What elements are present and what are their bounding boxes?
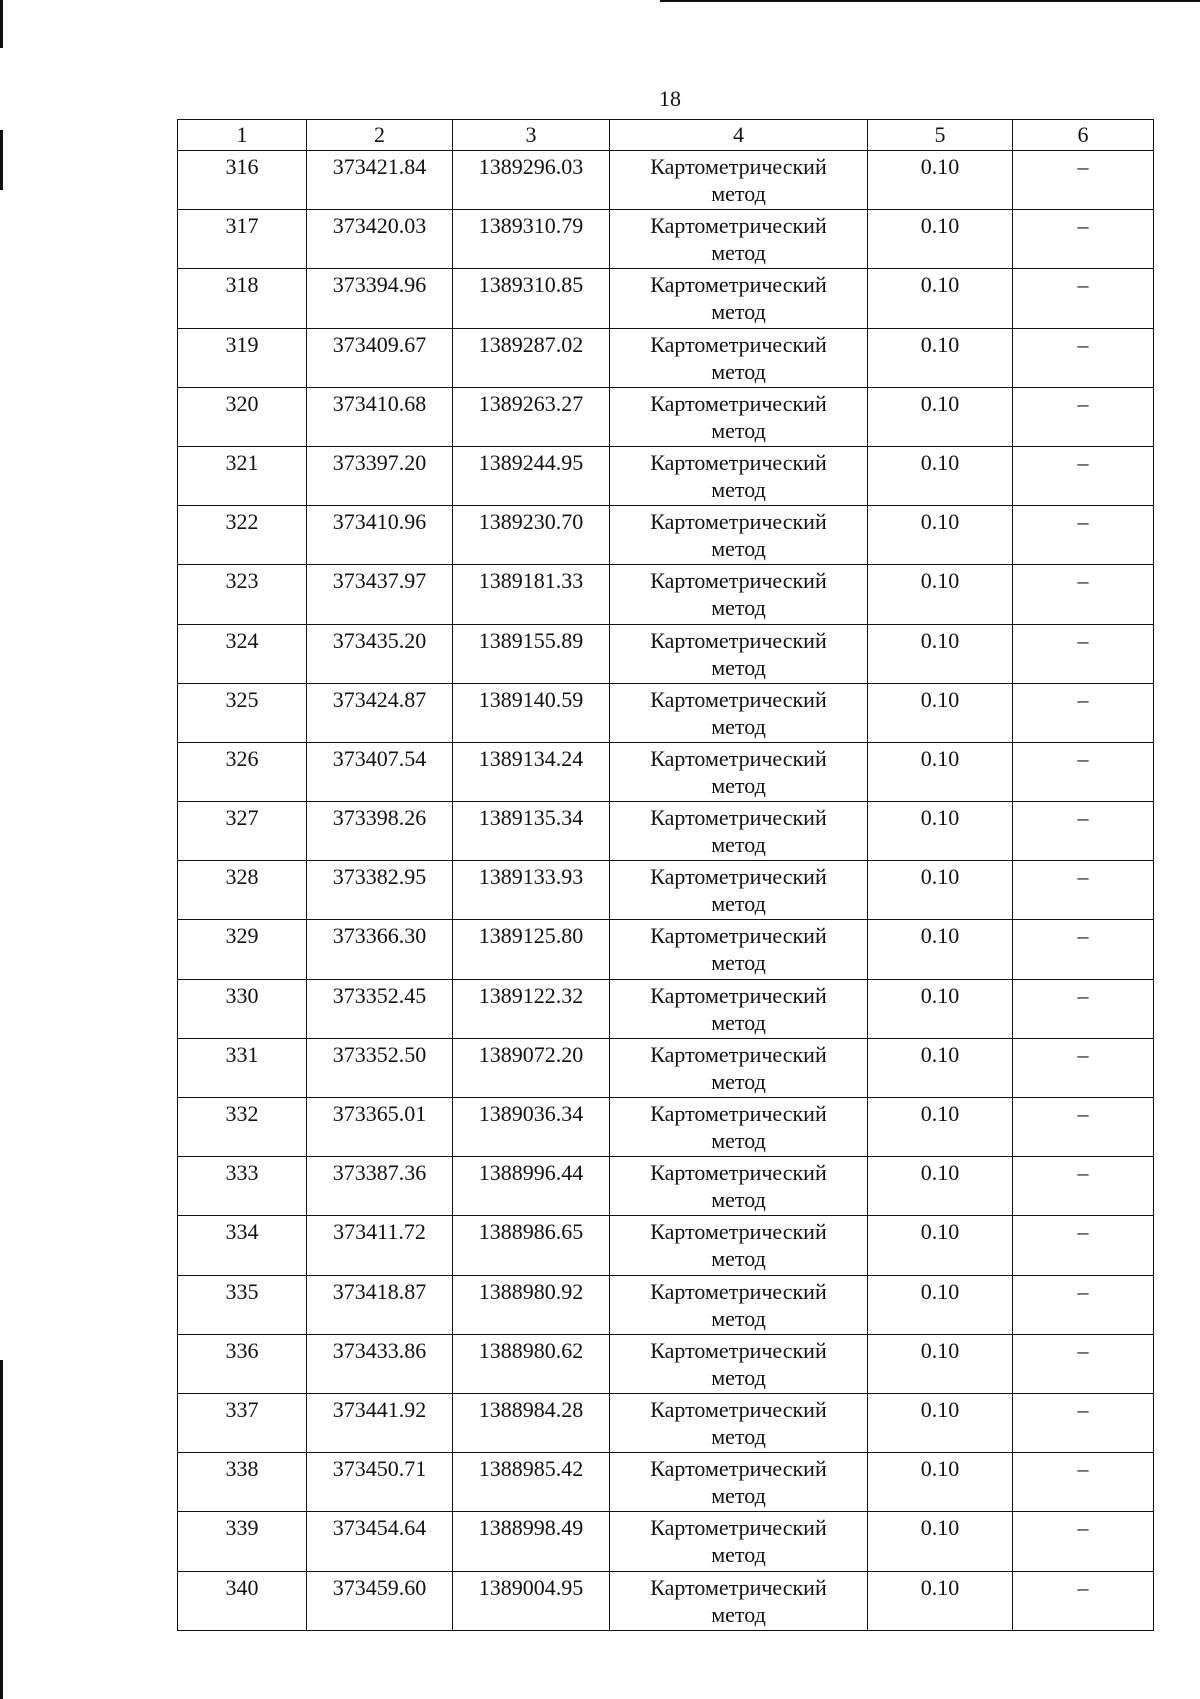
- table-row: [178, 210, 1154, 269]
- table-row: [178, 1393, 1154, 1452]
- table-row: [178, 742, 1154, 801]
- description-cell: –: [1013, 1038, 1154, 1097]
- method-line-2: метод: [711, 1305, 766, 1331]
- method-line-2: метод: [711, 1246, 766, 1272]
- x-coordinate-cell: 373365.01: [307, 1098, 453, 1157]
- y-coordinate-cell: 1389072.20: [453, 1038, 610, 1097]
- description-cell: –: [1013, 1334, 1154, 1393]
- y-coordinate-cell: 1389310.79: [453, 210, 610, 269]
- x-coordinate-cell: 373454.64: [307, 1512, 453, 1571]
- y-coordinate-cell: 1389134.24: [453, 742, 610, 801]
- method-line-2: метод: [711, 1483, 766, 1509]
- accuracy-cell: 0.10: [868, 1275, 1013, 1334]
- y-coordinate-cell: 1388986.65: [453, 1216, 610, 1275]
- accuracy-cell: 0.10: [868, 506, 1013, 565]
- description-cell: –: [1013, 802, 1154, 861]
- accuracy-cell: 0.10: [868, 1512, 1013, 1571]
- table-row: [178, 151, 1154, 210]
- accuracy-cell: 0.10: [868, 446, 1013, 505]
- y-coordinate-cell: 1388980.62: [453, 1334, 610, 1393]
- point-number-cell: 330: [178, 979, 307, 1038]
- method-line-1: Картометрический: [650, 1278, 827, 1304]
- scan-edge-mark-left-lower: [0, 1360, 3, 1699]
- method-cell: [610, 1098, 868, 1157]
- table-row: [178, 1157, 1154, 1216]
- x-coordinate-cell: 373418.87: [307, 1275, 453, 1334]
- method-line-1: Картометрический: [650, 449, 827, 475]
- point-number-cell: 340: [178, 1571, 307, 1630]
- method-line-2: метод: [711, 891, 766, 917]
- method-line-2: метод: [711, 417, 766, 443]
- method-line-1: Картометрический: [650, 745, 827, 771]
- table-row: [178, 506, 1154, 565]
- method-line-1: Картометрический: [650, 982, 827, 1008]
- accuracy-cell: 0.10: [868, 1453, 1013, 1512]
- description-cell: –: [1013, 210, 1154, 269]
- table-row: [178, 979, 1154, 1038]
- column-header-1: 1: [178, 120, 307, 151]
- method-line-2: метод: [711, 358, 766, 384]
- page-number: 18: [659, 86, 681, 111]
- point-number-cell: 317: [178, 210, 307, 269]
- description-cell: –: [1013, 565, 1154, 624]
- method-line-2: метод: [711, 1542, 766, 1568]
- point-number-cell: 336: [178, 1334, 307, 1393]
- x-coordinate-cell: 373397.20: [307, 446, 453, 505]
- method-cell: [610, 683, 868, 742]
- method-cell: [610, 328, 868, 387]
- table-row: [178, 446, 1154, 505]
- point-number-cell: 321: [178, 446, 307, 505]
- method-line-2: метод: [711, 654, 766, 680]
- x-coordinate-cell: 373421.84: [307, 151, 453, 210]
- method-cell: [610, 979, 868, 1038]
- x-coordinate-cell: 373394.96: [307, 269, 453, 328]
- method-cell: [610, 1453, 868, 1512]
- table-row: [178, 1571, 1154, 1630]
- method-cell: [610, 1038, 868, 1097]
- y-coordinate-cell: 1389036.34: [453, 1098, 610, 1157]
- x-coordinate-cell: 373407.54: [307, 742, 453, 801]
- accuracy-cell: 0.10: [868, 624, 1013, 683]
- accuracy-cell: 0.10: [868, 210, 1013, 269]
- method-cell: [610, 387, 868, 446]
- method-cell: [610, 1157, 868, 1216]
- description-cell: –: [1013, 328, 1154, 387]
- method-line-1: Картометрический: [650, 1337, 827, 1363]
- method-line-1: Картометрический: [650, 272, 827, 298]
- accuracy-cell: 0.10: [868, 1334, 1013, 1393]
- accuracy-cell: 0.10: [868, 565, 1013, 624]
- description-cell: –: [1013, 1393, 1154, 1452]
- method-cell: [610, 802, 868, 861]
- method-cell: [610, 565, 868, 624]
- point-number-cell: 338: [178, 1453, 307, 1512]
- y-coordinate-cell: 1388980.92: [453, 1275, 610, 1334]
- table-row: [178, 1275, 1154, 1334]
- column-header-5: 5: [868, 120, 1013, 151]
- point-number-cell: 327: [178, 802, 307, 861]
- method-line-1: Картометрический: [650, 1515, 827, 1541]
- description-cell: –: [1013, 624, 1154, 683]
- description-cell: –: [1013, 683, 1154, 742]
- method-cell: [610, 861, 868, 920]
- method-line-1: Картометрический: [650, 1456, 827, 1482]
- description-cell: –: [1013, 269, 1154, 328]
- x-coordinate-cell: 373410.96: [307, 506, 453, 565]
- scan-edge-mark-left-top: [0, 0, 3, 48]
- table-row: [178, 624, 1154, 683]
- method-line-1: Картометрический: [650, 1101, 827, 1126]
- x-coordinate-cell: 373366.30: [307, 920, 453, 979]
- y-coordinate-cell: 1389310.85: [453, 269, 610, 328]
- description-cell: –: [1013, 920, 1154, 979]
- accuracy-cell: 0.10: [868, 1216, 1013, 1275]
- point-number-cell: 319: [178, 328, 307, 387]
- accuracy-cell: 0.10: [868, 1098, 1013, 1157]
- x-coordinate-cell: 373398.26: [307, 802, 453, 861]
- accuracy-cell: 0.10: [868, 1157, 1013, 1216]
- method-line-2: метод: [711, 1128, 766, 1153]
- method-cell: [610, 1275, 868, 1334]
- table-row: [178, 1453, 1154, 1512]
- description-cell: –: [1013, 1453, 1154, 1512]
- description-cell: –: [1013, 1571, 1154, 1630]
- table-header-row: [178, 120, 1154, 151]
- accuracy-cell: 0.10: [868, 1393, 1013, 1452]
- accuracy-cell: 0.10: [868, 269, 1013, 328]
- method-line-2: метод: [711, 476, 766, 502]
- method-cell: [610, 446, 868, 505]
- method-line-2: метод: [711, 1068, 766, 1094]
- y-coordinate-cell: 1388996.44: [453, 1157, 610, 1216]
- method-line-1: Картометрический: [650, 331, 827, 357]
- method-cell: [610, 920, 868, 979]
- x-coordinate-cell: 373382.95: [307, 861, 453, 920]
- table-body: [178, 151, 1154, 1631]
- method-line-2: метод: [711, 1364, 766, 1390]
- point-number-cell: 316: [178, 151, 307, 210]
- method-line-2: метод: [711, 595, 766, 621]
- accuracy-cell: 0.10: [868, 979, 1013, 1038]
- accuracy-cell: 0.10: [868, 683, 1013, 742]
- method-line-2: метод: [711, 1009, 766, 1035]
- method-cell: [610, 742, 868, 801]
- accuracy-cell: 0.10: [868, 861, 1013, 920]
- table-row: [178, 565, 1154, 624]
- description-cell: –: [1013, 1512, 1154, 1571]
- method-line-1: Картометрический: [650, 1041, 827, 1067]
- x-coordinate-cell: 373411.72: [307, 1216, 453, 1275]
- y-coordinate-cell: 1389004.95: [453, 1571, 610, 1630]
- x-coordinate-cell: 373352.50: [307, 1038, 453, 1097]
- y-coordinate-cell: 1389125.80: [453, 920, 610, 979]
- y-coordinate-cell: 1389135.34: [453, 802, 610, 861]
- method-line-2: метод: [711, 832, 766, 858]
- y-coordinate-cell: 1389122.32: [453, 979, 610, 1038]
- column-header-6: 6: [1013, 120, 1154, 151]
- method-line-1: Картометрический: [650, 213, 827, 239]
- table-row: [178, 269, 1154, 328]
- table-row: [178, 1038, 1154, 1097]
- column-header-3: 3: [453, 120, 610, 151]
- description-cell: –: [1013, 861, 1154, 920]
- accuracy-cell: 0.10: [868, 151, 1013, 210]
- description-cell: –: [1013, 387, 1154, 446]
- x-coordinate-cell: 373424.87: [307, 683, 453, 742]
- y-coordinate-cell: 1388985.42: [453, 1453, 610, 1512]
- method-cell: [610, 624, 868, 683]
- method-line-2: метод: [711, 1187, 766, 1213]
- accuracy-cell: 0.10: [868, 1571, 1013, 1630]
- point-number-cell: 318: [178, 269, 307, 328]
- method-cell: [610, 151, 868, 210]
- method-line-2: метод: [711, 240, 766, 266]
- table-row: [178, 1216, 1154, 1275]
- description-cell: –: [1013, 1157, 1154, 1216]
- scan-edge-mark-left-middle: [0, 130, 3, 190]
- x-coordinate-cell: 373435.20: [307, 624, 453, 683]
- method-cell: [610, 506, 868, 565]
- method-cell: [610, 210, 868, 269]
- column-header-4: 4: [610, 120, 868, 151]
- description-cell: –: [1013, 446, 1154, 505]
- method-line-1: Картометрический: [650, 509, 827, 535]
- accuracy-cell: 0.10: [868, 387, 1013, 446]
- method-cell: [610, 1571, 868, 1630]
- method-line-1: Картометрический: [650, 1160, 827, 1186]
- y-coordinate-cell: 1389133.93: [453, 861, 610, 920]
- method-line-1: Картометрический: [650, 864, 827, 890]
- x-coordinate-cell: 373420.03: [307, 210, 453, 269]
- method-line-1: Картометрический: [650, 1219, 827, 1245]
- accuracy-cell: 0.10: [868, 328, 1013, 387]
- table-row: [178, 1512, 1154, 1571]
- point-number-cell: 322: [178, 506, 307, 565]
- x-coordinate-cell: 373410.68: [307, 387, 453, 446]
- method-line-1: Картометрический: [650, 805, 827, 831]
- table-row: [178, 920, 1154, 979]
- point-number-cell: 323: [178, 565, 307, 624]
- point-number-cell: 326: [178, 742, 307, 801]
- point-number-cell: 329: [178, 920, 307, 979]
- method-line-1: Картометрический: [650, 923, 827, 949]
- point-number-cell: 325: [178, 683, 307, 742]
- description-cell: –: [1013, 742, 1154, 801]
- method-line-2: метод: [711, 713, 766, 739]
- y-coordinate-cell: 1389263.27: [453, 387, 610, 446]
- method-line-2: метод: [711, 299, 766, 325]
- method-line-1: Картометрический: [650, 154, 827, 179]
- method-line-2: метод: [711, 536, 766, 562]
- accuracy-cell: 0.10: [868, 802, 1013, 861]
- table-row: [178, 1098, 1154, 1157]
- y-coordinate-cell: 1389181.33: [453, 565, 610, 624]
- description-cell: –: [1013, 979, 1154, 1038]
- method-line-1: Картометрический: [650, 627, 827, 653]
- method-cell: [610, 1216, 868, 1275]
- x-coordinate-cell: 373409.67: [307, 328, 453, 387]
- method-cell: [610, 1334, 868, 1393]
- x-coordinate-cell: 373450.71: [307, 1453, 453, 1512]
- method-line-1: Картометрический: [650, 686, 827, 712]
- description-cell: –: [1013, 151, 1154, 210]
- point-number-cell: 324: [178, 624, 307, 683]
- method-line-1: Картометрический: [650, 390, 827, 416]
- y-coordinate-cell: 1389155.89: [453, 624, 610, 683]
- point-number-cell: 334: [178, 1216, 307, 1275]
- coordinates-table: [177, 119, 1154, 1631]
- accuracy-cell: 0.10: [868, 920, 1013, 979]
- accuracy-cell: 0.10: [868, 742, 1013, 801]
- method-cell: [610, 1512, 868, 1571]
- y-coordinate-cell: 1389244.95: [453, 446, 610, 505]
- x-coordinate-cell: 373352.45: [307, 979, 453, 1038]
- scan-edge-mark-top: [660, 0, 1200, 2]
- table-row: [178, 802, 1154, 861]
- x-coordinate-cell: 373459.60: [307, 1571, 453, 1630]
- table-row: [178, 861, 1154, 920]
- y-coordinate-cell: 1389287.02: [453, 328, 610, 387]
- description-cell: –: [1013, 1098, 1154, 1157]
- method-cell: [610, 269, 868, 328]
- method-line-1: Картометрический: [650, 1574, 827, 1600]
- y-coordinate-cell: 1389140.59: [453, 683, 610, 742]
- description-cell: –: [1013, 506, 1154, 565]
- method-line-2: метод: [711, 950, 766, 976]
- point-number-cell: 328: [178, 861, 307, 920]
- method-line-1: Картометрический: [650, 568, 827, 594]
- point-number-cell: 337: [178, 1393, 307, 1452]
- method-line-2: метод: [711, 772, 766, 798]
- method-line-2: метод: [711, 181, 766, 206]
- description-cell: –: [1013, 1275, 1154, 1334]
- point-number-cell: 333: [178, 1157, 307, 1216]
- table-row: [178, 387, 1154, 446]
- x-coordinate-cell: 373387.36: [307, 1157, 453, 1216]
- point-number-cell: 335: [178, 1275, 307, 1334]
- description-cell: –: [1013, 1216, 1154, 1275]
- y-coordinate-cell: 1388998.49: [453, 1512, 610, 1571]
- point-number-cell: 320: [178, 387, 307, 446]
- method-cell: [610, 1393, 868, 1452]
- table-row: [178, 1334, 1154, 1393]
- y-coordinate-cell: 1389296.03: [453, 151, 610, 210]
- table-row: [178, 683, 1154, 742]
- method-line-1: Картометрический: [650, 1396, 827, 1422]
- method-line-2: метод: [711, 1601, 766, 1627]
- x-coordinate-cell: 373441.92: [307, 1393, 453, 1452]
- point-number-cell: 332: [178, 1098, 307, 1157]
- point-number-cell: 331: [178, 1038, 307, 1097]
- y-coordinate-cell: 1388984.28: [453, 1393, 610, 1452]
- point-number-cell: 339: [178, 1512, 307, 1571]
- table-row: [178, 328, 1154, 387]
- accuracy-cell: 0.10: [868, 1038, 1013, 1097]
- y-coordinate-cell: 1389230.70: [453, 506, 610, 565]
- method-line-2: метод: [711, 1423, 766, 1449]
- x-coordinate-cell: 373433.86: [307, 1334, 453, 1393]
- x-coordinate-cell: 373437.97: [307, 565, 453, 624]
- column-header-2: 2: [307, 120, 453, 151]
